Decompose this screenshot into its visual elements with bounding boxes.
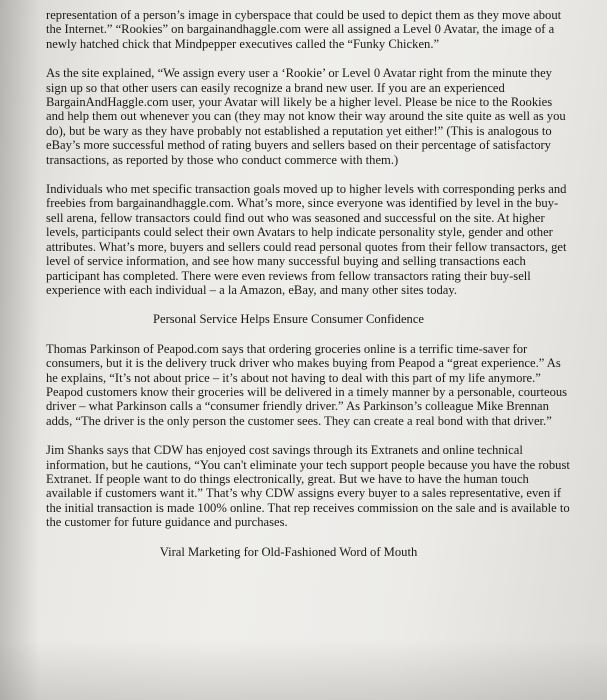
- paragraph-peapod: Thomas Parkinson of Peapod.com says that ordering groceries online is a terrific time-saver for consumers, but it is the delivery truck driver who makes buying from Peapod a “great experience.” As he explains, “It’s not about price – it’s about not having to deal with this part of my life anymore.” Peapod customers know their groceries will be delivered in a timely manner by a personable, courteous driver – what Parkinson calls a “consumer friendly driver.” As Parkinson’s colleague Mike Brennan adds, “The driver is the only person the customer sees. They can create a real bond with that driver.”: [46, 341, 568, 428]
- paragraph-avatar-intro: representation of a person’s image in cyberspace that could be used to depict them as they move about the Internet.” “Rookies” on bargainandhaggle.com were all assigned a Level 0 Avatar, the image of a newly hatched chick that Mindpepper executives called the “Funky Chicken.”: [46, 8, 562, 51]
- page-shadow-left: [0, 0, 40, 700]
- section-heading-viral-marketing: Viral Marketing for Old-Fashioned Word of Mouth: [159, 544, 418, 559]
- paragraph-transaction-levels: Individuals who met specific transaction goals moved up to higher levels with corresponding perks and freebies from bargainandhaggle.com. What’s more, since everyone was identified by level in the buy-sell arena, fellow transactors could find out who was seasoned and successful on the site. At higher levels, participants could select their own Avatars to help indicate personality style, gender and other attributes. What’s more, buyers and sellers could read personal quotes from their fellow transactors, get level of service information, and see how many successful buying and selling transactions each participant has completed. There were even reviews from fellow transactors rating their buy-sell experience with each individual – a la Amazon, eBay, and many other sites today.: [46, 182, 567, 297]
- paragraph-site-explained: As the site explained, “We assign every user a ‘Rookie’ or Level 0 Avatar right from the minute they sign up so that other users can easily recognize a brand new user. If you are an experienced BargainAndHaggle.com user, your Avatar will likely be a higher level. Please be nice to the Rookies and help them out whenever you can (they may not know their way around the site quite as well as you do), but be wary as they have probably not established a reputation yet either!” (This is analogous to eBay’s more successful method of rating buyers and sellers based on their percentage of satisfactory transactions, as reported by those who conduct commerce with them.): [46, 66, 566, 167]
- document-body: [46, 8, 571, 559]
- paragraph-cdw: Jim Shanks says that CDW has enjoyed cost savings through its Extranets and online technical information, but he cautions, “You can't eliminate your tech support people because you have the robust Extranet. If people want to do things electronically, great. But we have to have the human touch available if customers want it.” That’s why CDW assigns every buyer to a sales representative, even if the initial transaction is made 100% online. That rep receives commission on the sale and is available to the customer for future guidance and purchases.: [46, 443, 570, 530]
- section-heading-personal-service: Personal Service Helps Ensure Consumer Confidence: [152, 312, 425, 327]
- page-shadow-bottom: [0, 640, 607, 700]
